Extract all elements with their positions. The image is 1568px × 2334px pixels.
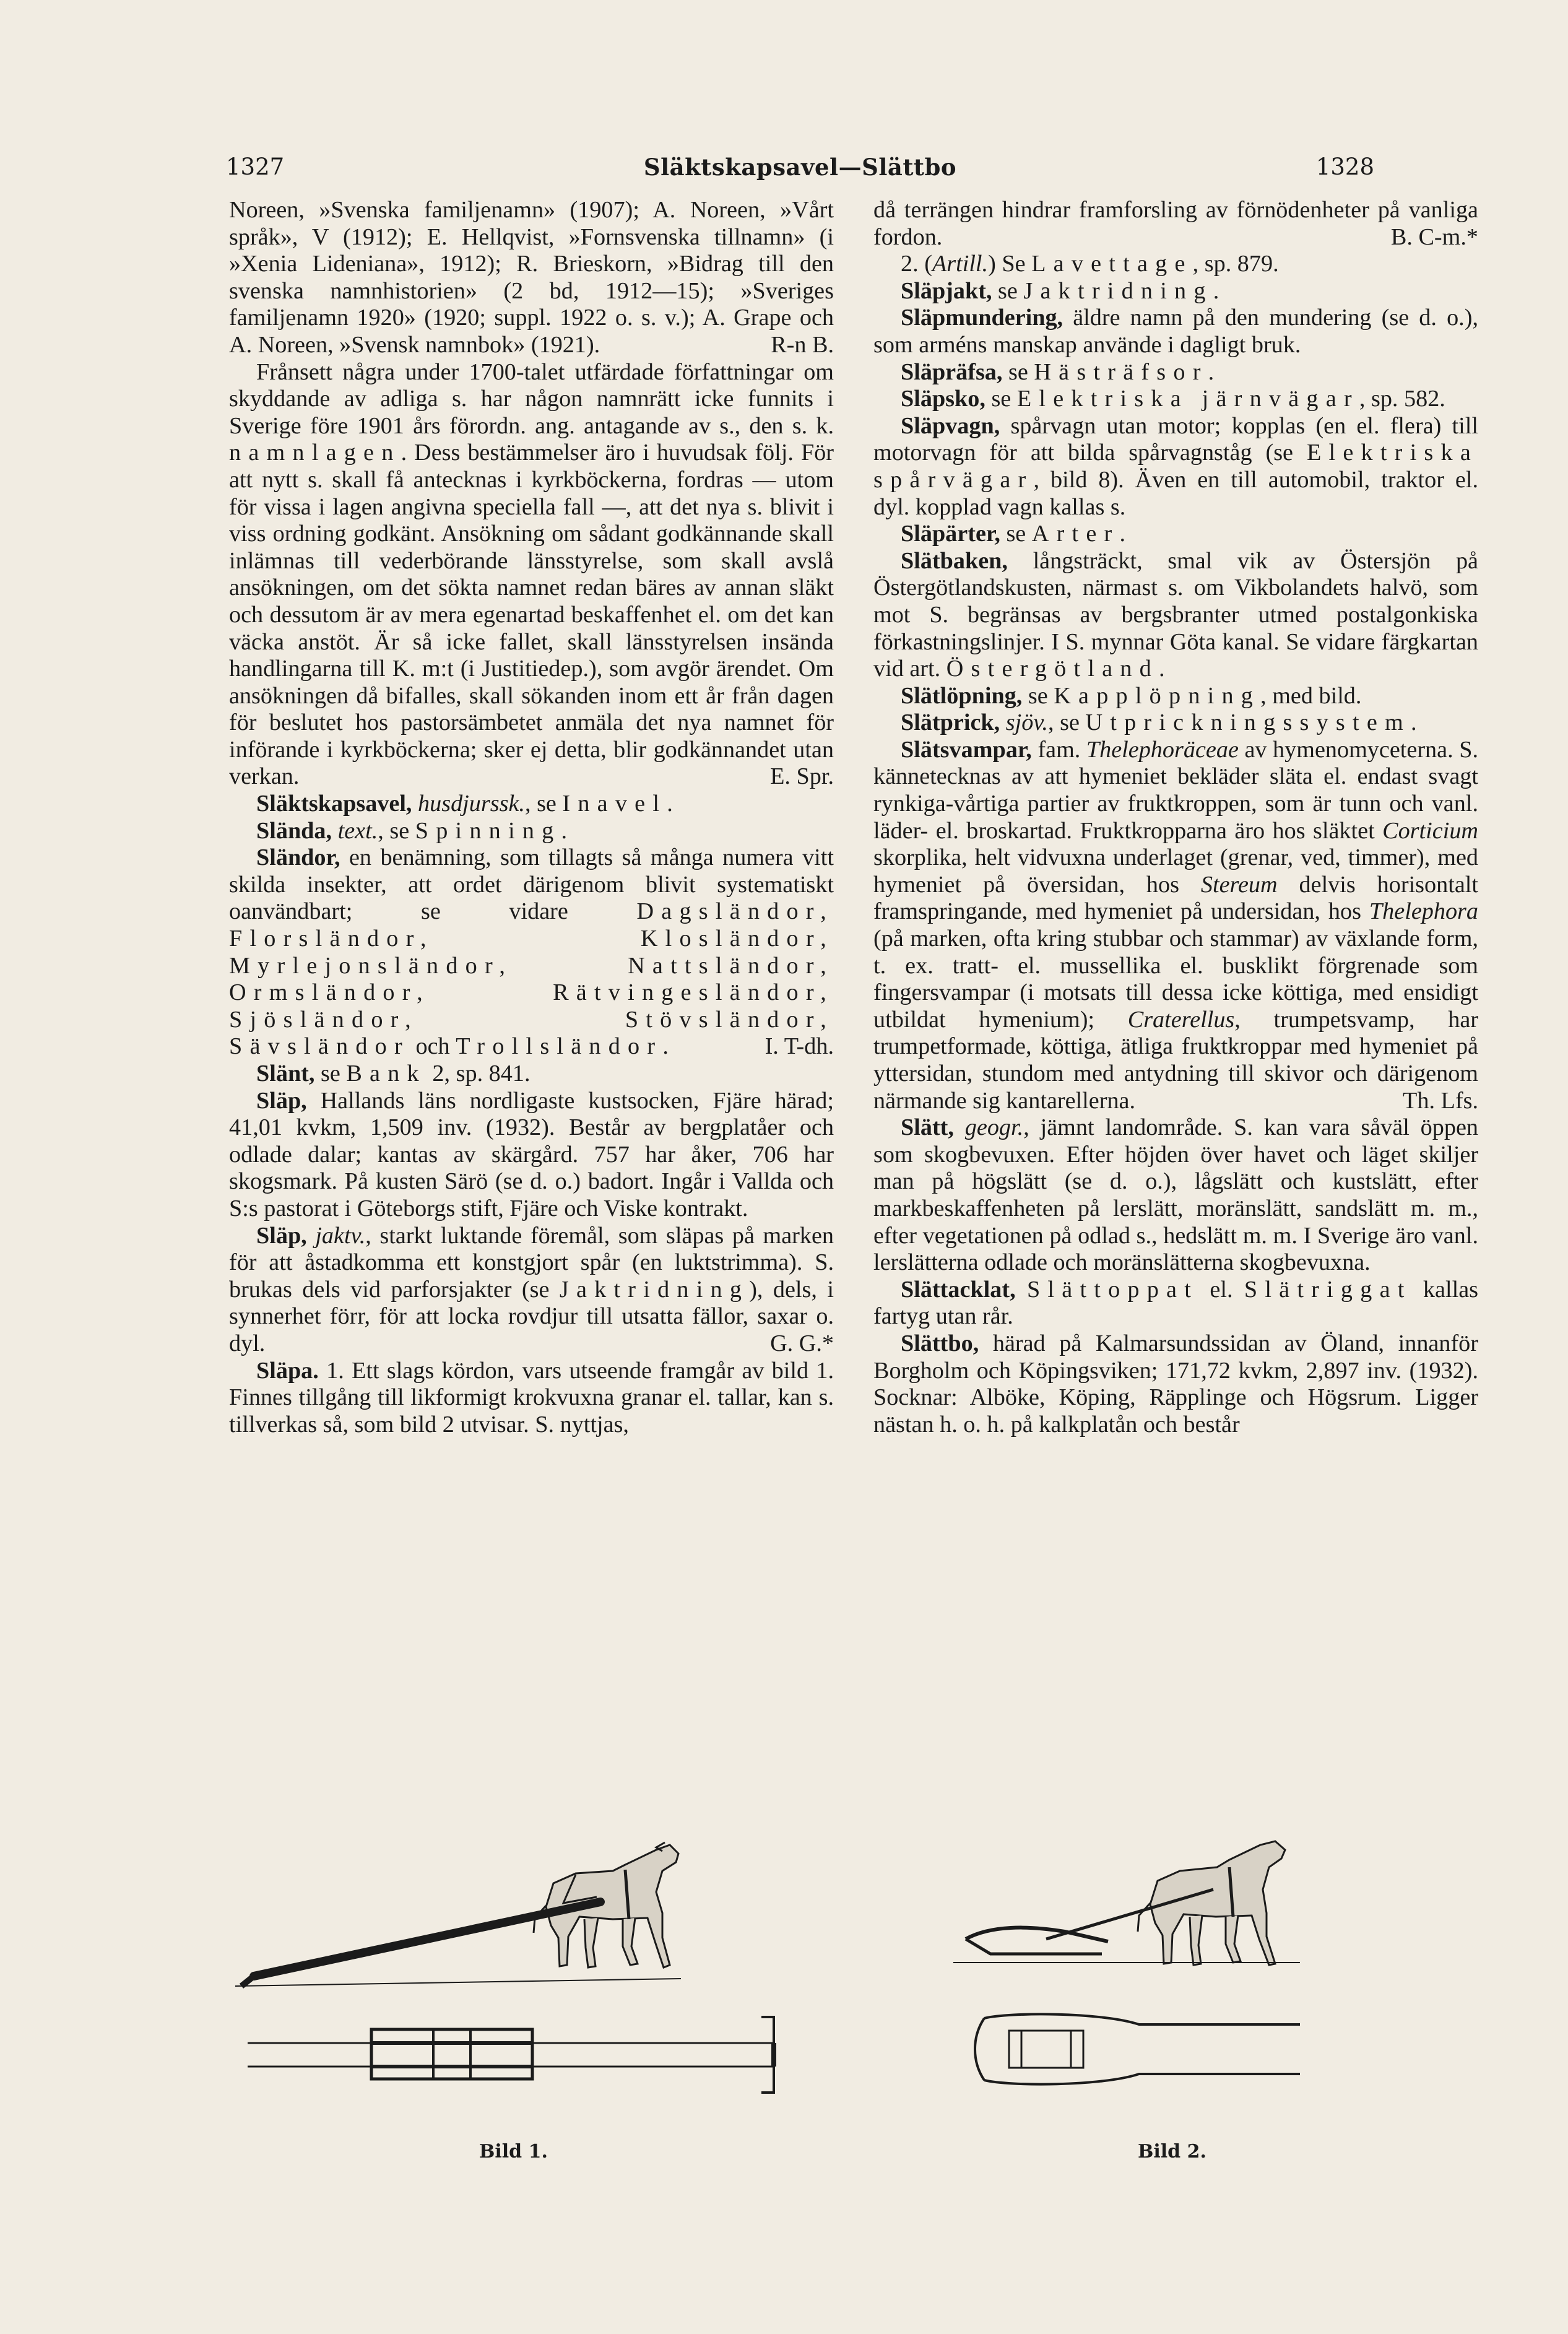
entry-slatlopning: Slätlöpning, se Kapplöpning, med bild.	[901, 682, 1362, 709]
paragraph: 2. (Artill.) Se Lavettage, sp. 879.	[901, 251, 1279, 277]
entry-slaktskapsavel: Släktskapsavel, husdjurssk., se Inavel.	[256, 791, 673, 817]
figure-bild-2	[953, 1833, 1362, 2124]
right-column	[873, 197, 1478, 1438]
entry-slatbaken: Slätbaken, långsträckt, smal vik av Östersjön på Östergötlandskusten, närmast s. om Vikbolandets halvö, som mot S. begränsas av bergsbranter utmed postalgonkiska förkastningslinjer. I S. mynnar Göta kanal. Se vidare färgkartan vid art. Östergötland.	[873, 547, 1478, 682]
sled-drawing-2	[953, 1833, 1362, 2124]
entry-slapvagn: Släpvagn, spårvagn utan motor; kopplas (en el. flera) till motorvagn för att bilda spårvagnståg (se Elektriska spårvägar, bild 8). Även en till automobil, traktor el. dyl. kopplad vagn kallas s.	[873, 412, 1478, 520]
caption-bild-1: Bild 1.	[479, 2141, 548, 2163]
page-header	[226, 154, 1374, 191]
entry-slandor: Sländor, en benämning, som tillagts så många numera vitt skilda insekter, att ordet därigenom blivit systematiskt oanvändbart; se vidare Dagsländor, Florsländor, Klosländor, Myrlejonsländor, Nattsländor, Ormsländor, Rätvingesländor, Sjösländor, Stövsländor, Sävsländor och Trollsländor. I. T-dh.	[229, 844, 834, 1060]
sled-drawing-1	[229, 1833, 836, 2124]
page-number-left: 1327	[226, 154, 285, 180]
entry-slatsvampar: Slätsvampar, fam. Thelephoräceae av hymenomyceterna. S. kännetecknas av att hymeniet bekläder släta el. endast svagt rynkiga-vårtiga partier av fruktkroppen, som är tunn och vanl. läder- el. broskartad. Fruktkropparna äro hos släktet Corticium skorplika, helt vidvuxna underlaget (grenar, ved, timmer), med hymeniet på översidan, hos Stereum delvis horisontalt framspringande, med hymeniet på undersidan, hos Thelephora (på marken, ofta kring stubbar och stammar) av växlande form, t. ex. tratt- el. mussellika el. busklikt förgrenade som fingersvampar (i motsats till dessa icke köttiga, med ensidigt utbildat hymenium); Craterellus, trumpetsvamp, har trumpetformade, köttiga, ätliga fruktkroppar med hymeniet på yttersidan, stundom med antydning till skivor och därigenom närmande sig kantarellerna. Th. Lfs.	[873, 736, 1479, 1114]
entry-slapa: Släpa. 1. Ett slags kördon, vars utseende framgår av bild 1. Finnes tillgång till likformigt krokvuxna granar el. tallar, kan s. tillverkas så, som bild 2 utvisar. S. nyttjas,	[229, 1357, 834, 1438]
entry-slatt: Slätt, geogr., jämnt landområde. S. kan vara såväl öppen som skogbevuxen. Efter höjden över havet och läget skiljer man på högslätt (se d. o.), lågslätt och kustslätt, efter markbeskaffenheten på lerslätt, moränslätt, sandslätt m. m., efter vegetationen på odlad s., hedslätt m. m. I Sverige äro vanl. lerslätterna odlade och moränslätterna skogbevuxna.	[873, 1114, 1479, 1276]
figure-bild-1	[229, 1833, 836, 2124]
paragraph: Frånsett några under 1700-talet utfärdade författningar om skyddande av adliga s. har någon namnrätt icke funnits i Sverige före 1901 års förordn. ang. antagande av s., den s. k. namnlagen. Dess bestämmelser äro i huvudsak följ. För att nytt s. skall få antecknas i kyrkböckerna, fordras — utom för vissa i lagen angivna speciella fall —, att det nya s. blivit i viss ordning godkänt. Ansökning om sådant godkännande skall inlämnas till vederbörande länsstyrelse, som skall avslå ansökningen, om det sökta namnet redan bäres av annan släkt och dessutom är av mera egenartad beskaffenhet el. om det kan väcka anstöt. Är så icke fallet, skall länsstyrelsen insända handlingarna till K. m:t (i Justitiedep.), som avgör ärendet. Om ansökningen då bifalles, skall sökanden inom ett år från dagen för beslutet hos pastorsämbetet anmäla det nya namnet för införande i kyrkböckerna; sker ej detta, blir godkännandet utan verkan. E. Spr.	[229, 358, 834, 790]
entry-slapjakt: Släpjakt, se Jaktridning.	[901, 277, 1219, 304]
paragraph: då terrängen hindrar framforsling av förnödenheter på vanliga fordon. B. C-m.*	[873, 197, 1478, 250]
left-column	[229, 197, 834, 1438]
entry-slapmundering: Släpmundering, äldre namn på den mundering (se d. o.), som arméns manskap använde i dagligt bruk.	[873, 305, 1478, 358]
entry-slap-jakt: Släp, jaktv., starkt luktande föremål, som släpas på marken för att åstadkomma ett konstgjort spår (en luktstrimma). S. brukas dels vid parforsjakter (se Jaktridning), dels, i synnerhet förr, för att locka rovdjur till utsatta fällor, saxar o. dyl. G. G.*	[229, 1222, 834, 1356]
entry-slattbo: Slättbo, härad på Kalmarsundssidan av Öland, innanför Borgholm och Köpingsviken; 171,72 kvkm, 2,897 inv. (1932). Socknar: Alböke, Köping, Räpplinge och Högsrum. Ligger nästan h. o. h. på kalkplatån och består	[873, 1330, 1478, 1438]
entry-slaprafsa: Släpräfsa, se Hästräfsor.	[901, 358, 1215, 385]
entry-slattacklat: Slättacklat, Slättoppat el. Slätriggat kallas fartyg utan rår.	[873, 1276, 1479, 1330]
entry-slaparter: Släpärter, se Arter.	[901, 521, 1126, 547]
entry-slanda: Slända, text., se Spinning.	[256, 817, 567, 844]
caption-bild-2: Bild 2.	[1138, 2141, 1206, 2163]
page-title: Släktskapsavel—Slättbo	[643, 154, 957, 181]
entry-slant: Slänt, se Bank 2, sp. 841.	[256, 1061, 531, 1087]
entry-slatprick: Slätprick, sjöv., se Utprickningssystem.	[901, 709, 1417, 736]
page-number-right: 1328	[1315, 154, 1374, 180]
entry-slapsko: Släpsko, se Elektriska järnvägar, sp. 582.	[901, 386, 1445, 412]
entry-slap-socken: Släp, Hallands läns nordligaste kustsocken, Fjäre härad; 41,01 kvkm, 1,509 inv. (1932). Består av bergplatåer och odlade dalar; kantas av skärgård. 757 har åker, 706 har skogsmark. På kusten Särö (se d. o.) badort. Ingår i Vallda och S:s pastorat i Göteborgs stift, Fjäre och Viske kontrakt.	[229, 1087, 834, 1221]
paragraph: Noreen, »Svenska familjenamn» (1907); A. Noreen, »Vårt språk», V (1912); E. Hellqvist, »Fornsvenska tillnamn» (i »Xenia Lideniana», 1912); R. Brieskorn, »Bidrag till den svenska namnhistorien» (2 bd, 1912—15); »Sveriges familjenamn 1920» (1920; suppl. 1922 o. s. v.); A. Grape och A. Noreen, »Svensk namnbok» (1921). R-n B.	[229, 197, 834, 358]
